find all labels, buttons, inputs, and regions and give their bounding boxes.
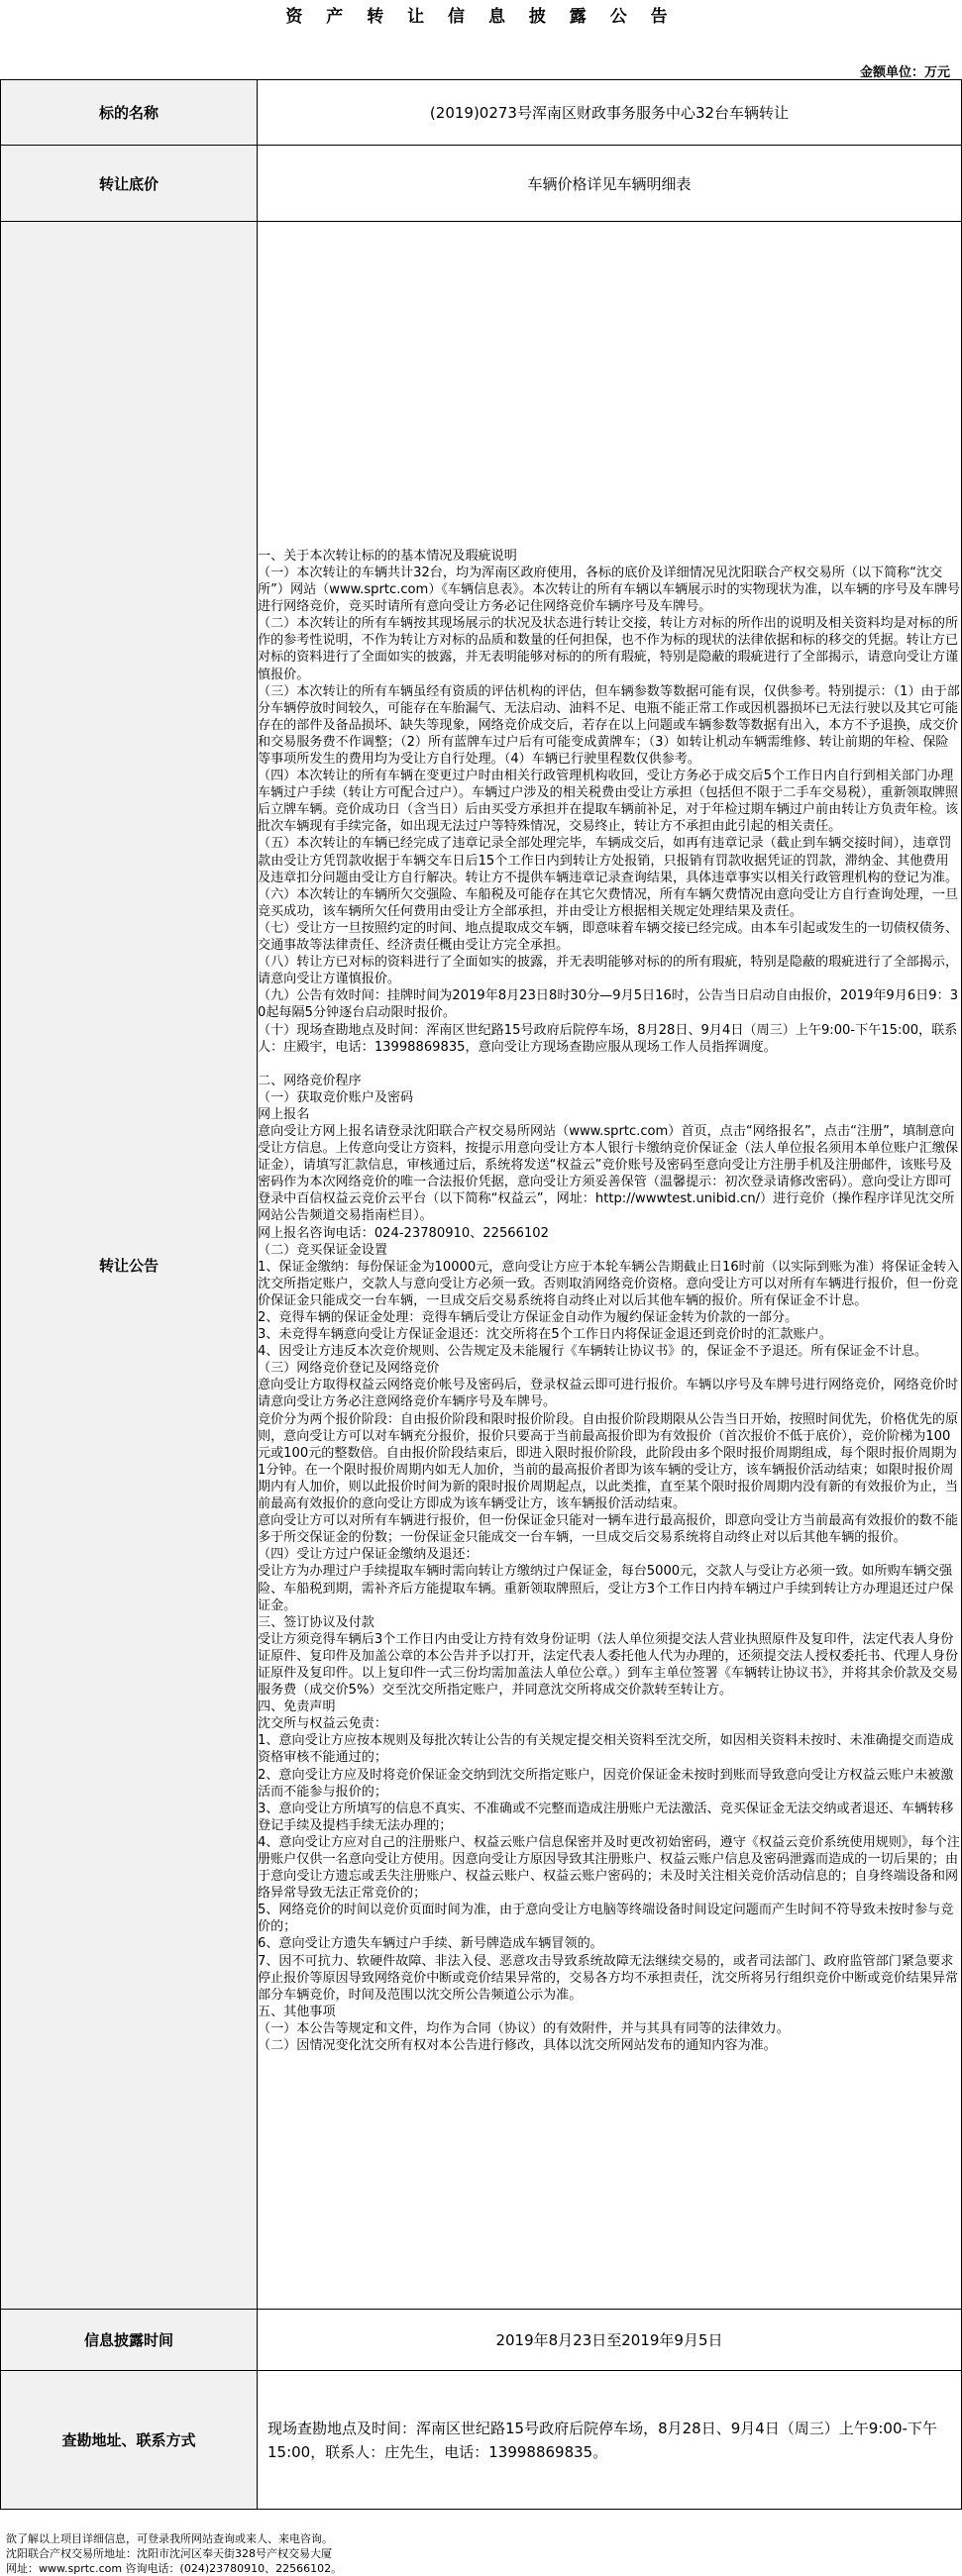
page-title: 资 产 转 让 信 息 披 露 公 告	[285, 7, 677, 27]
notice-paragraph: 意向受让方可以对所有车辆进行报价，但一份保证金只能对一辆车进行最高报价，即意向受让方当前最高有效报价的数不能多于所交保证金的份数；一份保证金只能成交一台车辆，一旦成交后交易系统将自动终止对以后其他车辆的报价。	[258, 1513, 959, 1546]
notice-paragraph: （二）竞买保证金设置	[258, 1242, 387, 1258]
notice-paragraph: （二）因情况变化沈交所有权对本公告进行修改，具体以沈交所网站发布的通知内容为准。	[258, 2038, 777, 2054]
label-base-price: 转让底价	[1, 146, 258, 222]
notice-paragraph: 3、未竞得车辆意向受让方保证金退还：沈交所将在5个工作日内将保证金退还到竞价时的汇款账户。	[258, 1327, 832, 1343]
label-notice: 转让公告	[1, 222, 258, 2310]
notice-paragraph: 2、意向受让方应及时将竞价保证金交纳到沈交所指定账户，因竞价保证金未按时到账而导致意向受让方权益云账户未被激活而不能参与报价的；	[258, 1767, 954, 1800]
notice-paragraph: 二、网络竞价程序	[258, 1073, 362, 1088]
row-contact	[1, 2371, 962, 2510]
notice-paragraph: 7、因不可抗力、软硬件故障、非法入侵、恶意攻击导致系统故障无法继续交易的，或者司法部门、政府监管部门紧急要求停止报价等原因导致网络竞价中断或竞价结果异常的，交易各方均不承担责任，沈交所将另行组织竞价中断或竞价结果异常部分车辆竞价，时间及范围以沈交所公告频道公示为准。	[258, 1953, 959, 2003]
notice-paragraph: 3、意向受让方所填写的信息不真实、不准确或不完整而造成注册账户无法激活、竞买保证金无法交纳或者退还、车辆转移登记手续及提档手续无法办理的；	[258, 1801, 954, 1833]
row-notice	[1, 222, 962, 2310]
notice-paragraph: （五）本次转让的车辆已经完成了违章记录全部处理完毕，车辆成交后，如再有违章记录（截止到车辆交接时间），违章罚款由受让方凭罚款收据于车辆交车日后15个工作日内到转让方处报销，只报销有罚款收据凭证的罚款，滞纳金、其他费用及违章扣分问题由受让方自行解决。转让方不提供车辆违章记录查询结果，具体违章事实以相关行政管理机构的登记为准。	[258, 836, 959, 885]
notice-paragraph: 四、免责声明	[258, 1700, 336, 1715]
notice-paragraph	[258, 1056, 961, 1073]
value-target-name: (2019)0273号浑南区财政事务服务中心32台车辆转让	[258, 80, 962, 146]
notice-paragraph: 2、竞得车辆的保证金处理：竞得车辆后受让方保证金自动作为履约保证金转为价款的一部分。	[258, 1310, 799, 1325]
notice-paragraph: 6、意向受让方遗失车辆过户手续、新号牌造成车辆冒领的。	[258, 1936, 603, 1952]
notice-paragraph: 意向受让方网上报名请登录沈阳联合产权交易所网站（www.sprtc.com）首页，点击“网络报名”，点击“注册”，填制意向受让方信息。上传意向受让方资料，按提示用意向受让方本人银行卡缴纳竞价保证金（法人单位报名须用本单位账户汇缴保证金），请填写汇款信息，审核通过后，系统将发送“权益云”竞价账号及密码至意向受让方注册手机及注册邮件，该账号及密码作为本次网络竞价的唯一合法报价凭据，意向受让方须妥善保管（温馨提示：初次登录请修改密码）。意向受让方即可登录中百信权益云竞价云平台（以下简称“权益云”，网址：http://wwwtest.unibid.cn/）进行竞价（操作程序详见沈交所网站公告频道交易指南栏目）。	[258, 1123, 959, 1224]
notice-paragraph: 五、其他事项	[258, 2004, 336, 2019]
notice-paragraph: 4、因受让方违反本次竞价规则、公告规定及未能履行《车辆转让协议书》的，保证金不予退还。所有保证金不计息。	[258, 1344, 928, 1360]
notice-paragraph: （八）转让方已对标的资料进行了全面如实的披露，并无表明能够对标的的所有瑕疵，特别是隐蔽的瑕疵进行了全部揭示，请意向受让方谨慎报价。	[258, 955, 959, 987]
notice-lines	[258, 548, 961, 2054]
notice-paragraph: 受让方须竞得车辆后3个工作日内由受让方持有效身份证明（法人单位须提交法人营业执照原件及复印件，法定代表人身份证原件、复印件及加盖公章的本公告并予以打开，法定代表人委托他人代为办理的，还须提交法人授权委托书、代理人身份证原件及复印件。以上复印件一式三份均需加盖法人单位公章。）到车主单位签署《车辆转让协议书》，并将其余价款及交易服务费（成交价5%）交至沈交所指定账户，并同意沈交所将成交价款转至转让方。	[258, 1631, 959, 1699]
contact-text: 现场查勘地点及时间：浑南区世纪路15号政府后院停车场，8月28日、9月4日（周三）上午9:00-下午15:00，联系人：庄先生，电话：13998869835。	[267, 2419, 937, 2461]
notice-paragraph: 1、意向受让方应按本规则及每批次转让公告的有关规定提交相关资料至沈交所，如因相关资料未按时、未准确提交而造成资格审核不能通过的；	[258, 1733, 954, 1766]
footer-line-3: 网址：www.sprtc.com 咨询电话：(024)23780910、22566102。	[6, 2562, 343, 2575]
notice-paragraph: 网上报名	[258, 1106, 310, 1122]
value-disclosure-time: 2019年8月23日至2019年9月5日	[258, 2310, 962, 2371]
notice-body	[258, 222, 962, 2310]
notice-paragraph: （十）现场查勘地点及时间：浑南区世纪路15号政府后院停车场，8月28日、9月4日（周三）上午9:00-下午15:00，联系人：庄殿宇，电话：13998869835，意向受让方现场查勘应服从现场工作人员指挥调度。	[258, 1022, 958, 1055]
footer-line-2: 沈阳联合产权交易所地址：沈阳市沈河区奉天街328号产权交易大厦	[6, 2547, 332, 2560]
notice-paragraph: 5、网络竞价的时间以竞价页面时间为准，由于意向受让方电脑等终端设备时间设定问题而产生时间不符导致未按时参与竞价的；	[258, 1903, 954, 1935]
notice-paragraph: （一）获取竞价账户及密码	[258, 1089, 414, 1105]
notice-paragraph: （九）公告有效时间：挂牌时间为2019年8月23日8时30分—9月5日16时，公告当日启动自由报价，2019年9月6日9：30起每隔5分钟逐台启动限时报价。	[258, 988, 959, 1021]
notice-paragraph: （四）受让方过户保证金缴纳及退还：	[258, 1547, 479, 1563]
value-contact	[258, 2371, 962, 2510]
notice-paragraph: 竞价分为两个报价阶段：自由报价阶段和限时报价阶段。自由报价阶段期限从公告当日开始，按照时间优先，价格优先的原则，意向受让方可以对车辆充分报价，报价只要高于当前最高报价即为有效报价（首次报价不低于底价），竞价阶梯为100元或100元的整数倍。自由报价阶段结束后，即进入限时报价阶段，此阶段由多个限时报价周期组成，每个限时报价周期为1分钟。在一个限时报价周期内如无人加价，当前的最高报价者即为该车辆的受让方，该车辆报价活动结束；如限时报价周期内有人加价，则以此报价时间为新的限时报价周期起点，以此类推，直至某个限时报价周期内没有新的有效报价为止，当前最高有效报价的意向受让方即成为该车辆受让方，该车辆报价活动结束。	[258, 1411, 959, 1512]
notice-paragraph: 一、关于本次转让标的的基本情况及瑕疵说明	[258, 548, 517, 564]
notice-paragraph: （三）本次转让的所有车辆虽经有资质的评估机构的评估，但车辆参数等数据可能有误，仅供参考。特别提示：（1）由于部分车辆停放时间较久，可能存在车胎漏气、无法启动、油料不足、电瓶不能正常工作或因机器损坏已无法行驶以及其它可能存在的部件及备品损坏、缺失等现象，网络竞价成交后，若存在以上问题或车辆参数等数据有出入，本方不予退换，成交价和交易服务费不作调整；（2）所有蓝牌车过户后有可能变成黄牌车；（3）如转让机动车辆需维修、转让前期的年检、保险等事项所发生的费用均为受让方自行处理。（4）车辆已行驶里程数仅供参考。	[258, 683, 960, 767]
notice-paragraph: 1、保证金缴纳：每份保证金为10000元，意向受让方应于本轮车辆公告期截止日16时前（以实际到账为准）将保证金转入沈交所指定账户，交款人与意向受让方必须一致。否则取消网络竞价资格。意向受让方可以对所有车辆进行报价，但一份竞价保证金只能成交一台车辆，一旦成交后交易系统将自动终止对以后其他车辆的报价。所有保证金不计息。	[258, 1259, 960, 1308]
footer	[6, 2531, 342, 2576]
footer-line-1: 欲了解以上项目详细信息，可登录我所网站查询或来人、来电咨询。	[6, 2532, 333, 2545]
notice-paragraph: （一）本次转让的车辆共计32台，均为浑南区政府使用，各标的底价及详细情况见沈阳联合产权交易所（以下简称“沈交所”）网站（www.sprtc.com）《车辆信息表》。本次转让的所有车辆以车辆展示时的实物现状为准，以车辆的序号及车牌号进行网络竞价，竞买时请所有意向受让方务必记住网络竞价车辆序号及车牌号。	[258, 565, 961, 615]
label-disclosure-time: 信息披露时间	[1, 2310, 258, 2371]
label-target-name: 标的名称	[1, 80, 258, 146]
notice-paragraph: 沈交所与权益云免责：	[258, 1716, 387, 1732]
notice-paragraph: （六）本次转让的车辆所欠交强险、车船税及可能存在其它欠费情况，所有车辆欠费情况由意向受让方自行查询处理，一旦竞买成功，该车辆所欠任何费用由受让方全部承担，并由受让方根据相关规定处理结果及责任。	[258, 886, 959, 919]
notice-paragraph: 4、意向受让方应对自己的注册账户、权益云账户信息保密并及时更改初始密码，遵守《权益云竞价系统使用规则》，每个注册账户仅供一名意向受让方使用。因意向受让方原因导致其注册账户、权益云账户信息及密码泄露而造成的一切后果的；由于意向受让方遗忘或丢失注册账户、权益云账户、权益云账户密码的；未及时关注相关竞价活动信息的；自身终端设备和网络异常导致无法正常竞价的；	[258, 1834, 960, 1902]
notice-paragraph: 三、签订协议及付款	[258, 1614, 374, 1630]
row-disclosure-time	[1, 2310, 962, 2371]
amount-unit: 金额单位：万元	[859, 65, 950, 80]
notice-paragraph: （三）网络竞价登记及网络竞价	[258, 1361, 440, 1377]
notice-paragraph: 受让方为办理过户手续提取车辆时需向转让方缴纳过户保证金，每台5000元，交款人与受让方必须一致。如所购车辆交强险、车船税到期，需补齐后方能提取车辆。重新领取牌照后，受让方3个工作日内持车辆过户手续到转让方办理退还过户保证金。	[258, 1564, 954, 1613]
notice-paragraph: 网上报名咨询电话：024-23780910、22566102	[258, 1225, 549, 1241]
notice-paragraph: （四）本次转让的所有车辆在变更过户时由相关行政管理机构收回，受让方务必于成交后5个工作日内自行到相关部门办理车辆过户手续（转让方可配合过户）。车辆过户涉及的相关税费由受让方承担（包括但不限于二手车交易税），重新领取牌照后立牌车辆。竞价成功日（含当日）后由买受方承担并在提取车辆前补足，对于年检过期车辆过户前由转让方负责年检。该批次车辆现有手续完备，如出现无法过户等特殊情况，交易终止，转让方不承担由此引起的相关责任。	[258, 769, 959, 835]
notice-paragraph: （七）受让方一旦按照约定的时间、地点提取成交车辆，即意味着车辆交接已经完成。由本车引起或发生的一切债权债务、交通事故等法律责任、经济责任概由受让方完全承担。	[258, 920, 959, 954]
row-base-price	[1, 146, 962, 222]
disclosure-table	[0, 79, 962, 2510]
notice-paragraph: 意向受让方取得权益云网络竞价帐号及密码后，登录权益云即可进行报价。车辆以序号及车牌号进行网络竞价，网络竞价时请意向受让方务必注意网络竞价车辆序号及车牌号。	[258, 1378, 959, 1410]
notice-paragraph: （二）本次转让的所有车辆按其现场展示的状况及状态进行转让交接，转让方对标的所作出的说明及相关资料均是对标的所作的参考性说明，不作为转让方对标的品质和数量的任何担保，也不作为标的现状的法律依据和标的移交的凭据。转让方已对标的资料进行了全面如实的披露，并无表明能够对标的的所有瑕疵，特别是隐蔽的瑕疵进行了全部揭示，请意向受让方谨慎报价。	[258, 616, 959, 682]
label-contact: 查勘地址、联系方式	[1, 2371, 258, 2510]
notice-paragraph: （一）本公告等规定和文件，均作为合同（协议）的有效附件，并与其具有同等的法律效力。	[258, 2020, 790, 2036]
value-base-price: 车辆价格详见车辆明细表	[258, 146, 962, 222]
row-target-name	[1, 80, 962, 146]
